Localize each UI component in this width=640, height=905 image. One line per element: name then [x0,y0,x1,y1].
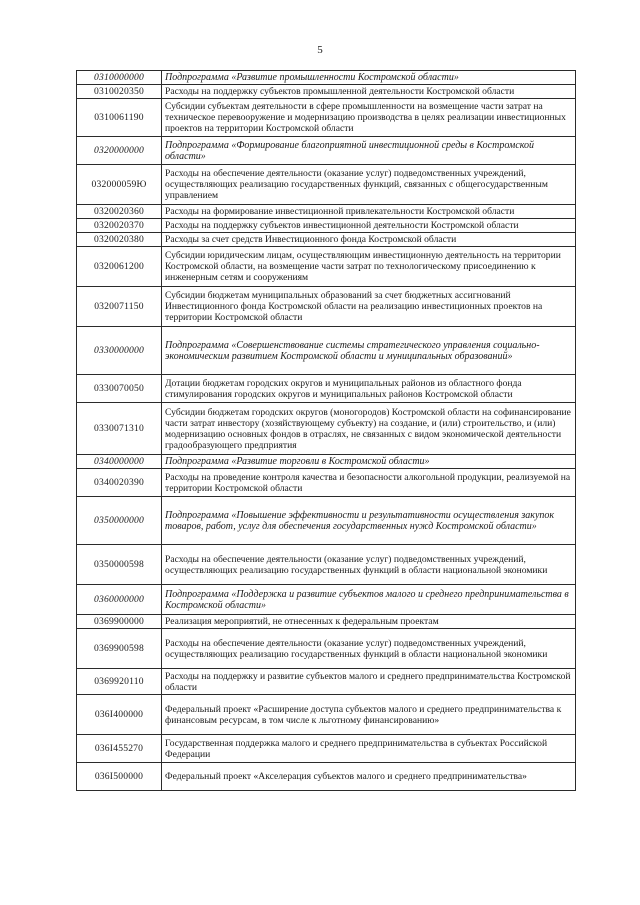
classification-code: 0330070050 [77,375,162,403]
classification-table [76,70,576,791]
expense-description: Подпрограмма «Совершенствование системы стратегического управления социально-экономическим развитием Костромской области и муниципальных образований» [162,327,576,375]
table-row [77,469,576,497]
subprogram-row [77,455,576,469]
classification-code: 036I455270 [77,735,162,763]
classification-code: 0369920110 [77,669,162,695]
table-row [77,695,576,735]
subprogram-row [77,497,576,545]
expense-description: Расходы за счет средств Инвестиционного фонда Костромской области [162,233,576,247]
table-row [77,735,576,763]
expense-description: Государственная поддержка малого и среднего предпринимательства в субъектах Российской Федерации [162,735,576,763]
classification-code: 032000059Ю [77,165,162,205]
classification-code: 0340020390 [77,469,162,497]
table-row [77,85,576,99]
expense-description: Федеральный проект «Акселерация субъектов малого и среднего предпринимательства» [162,763,576,791]
expense-description: Субсидии субъектам деятельности в сфере промышленности на возмещение части затрат на техническое перевооружение и модернизацию производства в целях реализации инвестиционных проектов на территории Костромской области [162,99,576,137]
classification-code: 036I400000 [77,695,162,735]
expense-description: Расходы на обеспечение деятельности (оказание услуг) подведомственных учреждений, осуществляющих реализацию государственных функций в области национальной экономики [162,629,576,669]
classification-code: 0330000000 [77,327,162,375]
classification-code: 0369900598 [77,629,162,669]
classification-code: 0310020350 [77,85,162,99]
classification-code: 0360000000 [77,585,162,615]
subprogram-row [77,137,576,165]
table-row [77,219,576,233]
expense-description: Расходы на формирование инвестиционной привлекательности Костромской области [162,205,576,219]
classification-code: 0310061190 [77,99,162,137]
table-row [77,403,576,455]
expense-description: Подпрограмма «Развитие промышленности Костромской области» [162,71,576,85]
classification-code: 0350000000 [77,497,162,545]
classification-code: 0320020380 [77,233,162,247]
classification-code: 036I500000 [77,763,162,791]
table-row [77,165,576,205]
expense-description: Реализация мероприятий, не отнесенных к федеральным проектам [162,615,576,629]
expense-description: Дотации бюджетам городских округов и муниципальных районов из областного фонда стимулирования городских округов и муниципальных районов Костромской области [162,375,576,403]
subprogram-row [77,327,576,375]
expense-description: Подпрограмма «Повышение эффективности и результативности осуществления закупок товаров, работ, услуг для обеспечения государственных нужд Костромской области» [162,497,576,545]
expense-description: Расходы на поддержку субъектов промышленной деятельности Костромской области [162,85,576,99]
table-body [77,71,576,791]
table-row [77,545,576,585]
classification-code: 0310000000 [77,71,162,85]
table-row [77,763,576,791]
expense-description: Подпрограмма «Формирование благоприятной инвестиционной среды в Костромской области» [162,137,576,165]
expense-description: Расходы на обеспечение деятельности (оказание услуг) подведомственных учреждений, осуществляющих реализацию государственных функций, связанных с общегосударственным управлением [162,165,576,205]
expense-description: Расходы на поддержку субъектов инвестиционной деятельности Костромской области [162,219,576,233]
expense-description: Расходы на проведение контроля качества и безопасности алкогольной продукции, реализуемой на территории Костромской области [162,469,576,497]
expense-description: Расходы на поддержку и развитие субъектов малого и среднего предпринимательства Костромской области [162,669,576,695]
table-row [77,247,576,287]
classification-code: 0369900000 [77,615,162,629]
classification-code: 0320000000 [77,137,162,165]
table-row [77,233,576,247]
subprogram-row [77,585,576,615]
table-row [77,629,576,669]
classification-code: 0350000598 [77,545,162,585]
expense-description: Расходы на обеспечение деятельности (оказание услуг) подведомственных учреждений, осуществляющих реализацию государственных функций в области национальной экономики [162,545,576,585]
table-row [77,615,576,629]
expense-description: Подпрограмма «Поддержка и развитие субъектов малого и среднего предпринимательства в Костромской области» [162,585,576,615]
subprogram-row [77,71,576,85]
page-number: 5 [317,44,323,56]
classification-code: 0340000000 [77,455,162,469]
classification-code: 0320020370 [77,219,162,233]
expense-description: Субсидии бюджетам муниципальных образований за счет бюджетных ассигнований Инвестиционного фонда Костромской области на реализацию инвестиционных проектов на территории Костромской области [162,287,576,327]
table-row [77,375,576,403]
classification-code: 0330071310 [77,403,162,455]
expense-description: Подпрограмма «Развитие торговли в Костромской области» [162,455,576,469]
expense-description: Субсидии юридическим лицам, осуществляющим инвестиционную деятельность на территории Костромской области, на возмещение части затрат по технологическому присоединению к инженерным сетям и сооружениям [162,247,576,287]
table-row [77,287,576,327]
expense-description: Федеральный проект «Расширение доступа субъектов малого и среднего предпринимательства к финансовым ресурсам, в том числе к льготному финансированию» [162,695,576,735]
classification-code: 0320061200 [77,247,162,287]
table-row [77,669,576,695]
classification-code: 0320071150 [77,287,162,327]
expense-description: Субсидии бюджетам городских округов (моногородов) Костромской области на софинансирование части затрат инвестору (хозяйствующему субъекту) на создание, и (или) строительство, и (или) модернизацию основных фондов в отраслях, не связанных с видом экономической деятельности градообразующего предприятия [162,403,576,455]
classification-code: 0320020360 [77,205,162,219]
table-row [77,205,576,219]
table-row [77,99,576,137]
